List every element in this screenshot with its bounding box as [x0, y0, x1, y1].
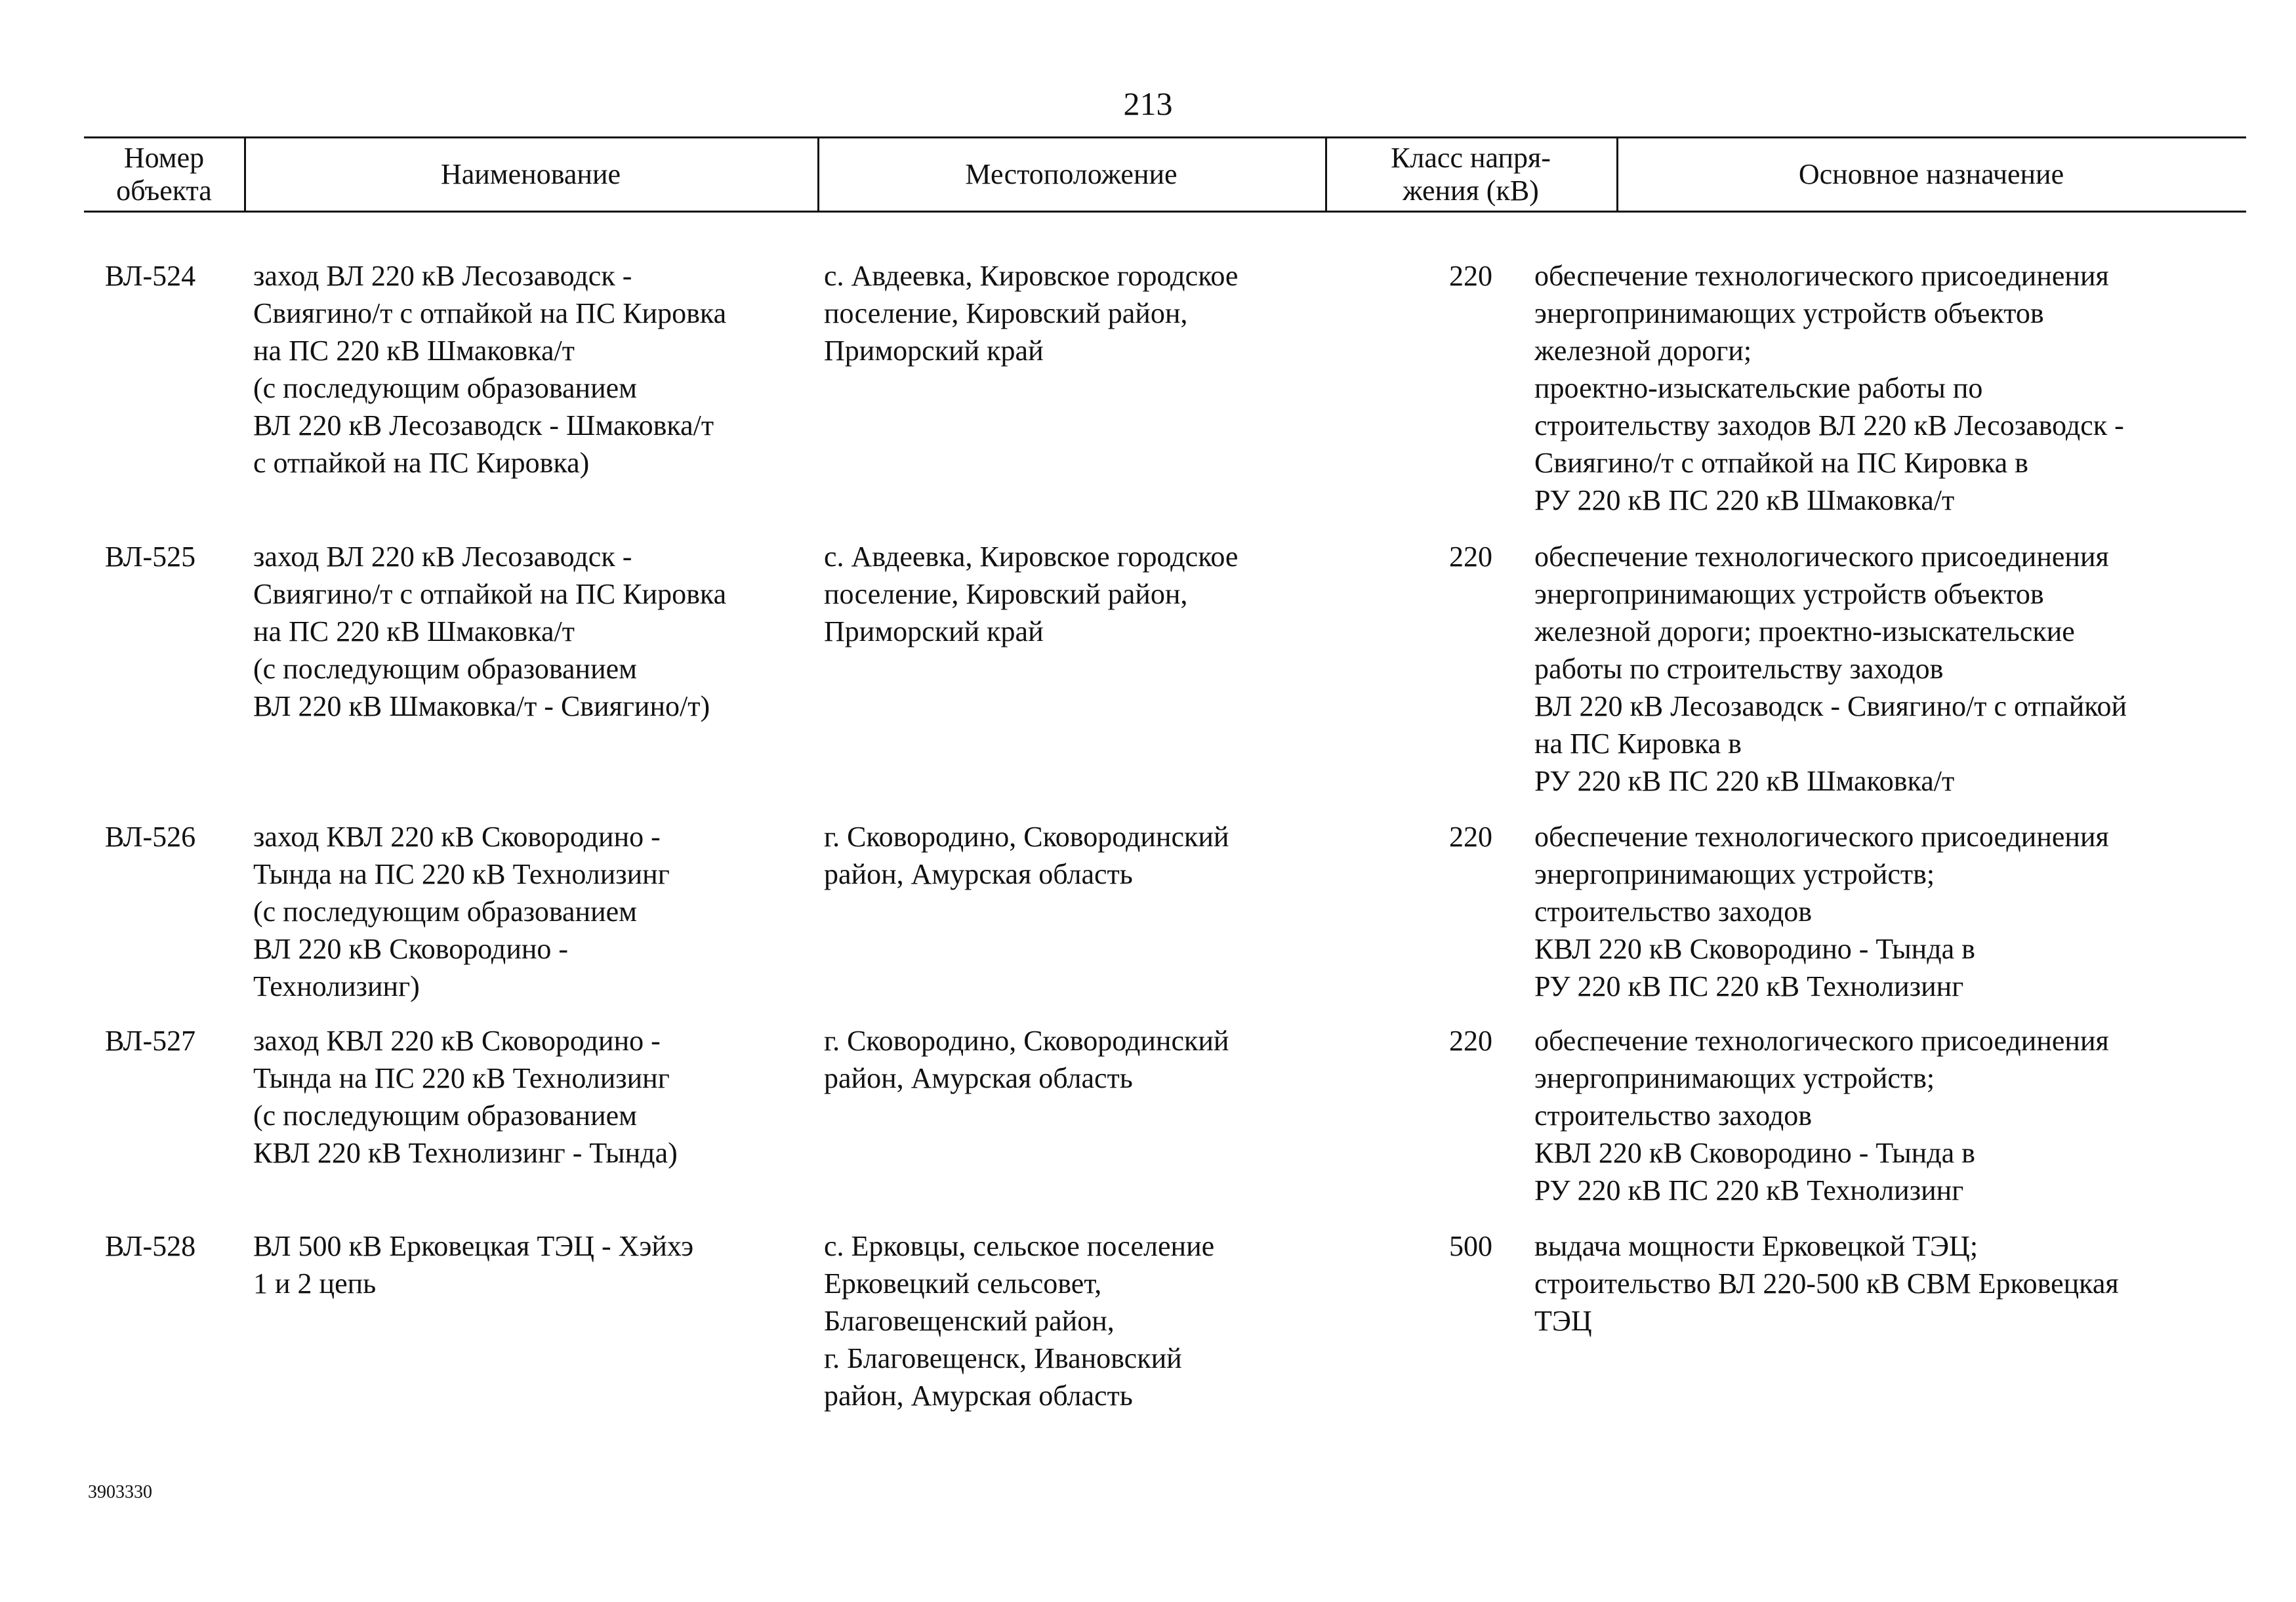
cell-purpose: обеспечение технологического присоединения энергопринимающих устройств; строительство заходов КВЛ 220 кВ Сковородино - Тында в РУ 220 кВ ПС 220 кВ Технолизинг — [1534, 1025, 2109, 1206]
table-row — [84, 1227, 2246, 1424]
cell-location: с. Авдеевка, Кировское городское поселение, Кировский район, Приморский край — [824, 260, 1239, 367]
cell-name: заход КВЛ 220 кВ Сковородино - Тында на ПС 220 кВ Технолизинг (с последующим образованием ВЛ 220 кВ Сковородино - Технолизинг) — [253, 821, 670, 1002]
table-row — [84, 538, 2246, 818]
cell-number: ВЛ-525 — [105, 541, 196, 573]
cell-name: заход КВЛ 220 кВ Сковородино - Тында на ПС 220 кВ Технолизинг (с последующим образованием КВЛ 220 кВ Технолизинг - Тында) — [253, 1025, 678, 1169]
table-row — [84, 257, 2246, 538]
header-purpose: Основное назначение — [1798, 158, 2064, 190]
table-row — [84, 818, 2246, 1022]
document-code: 3903330 — [88, 1482, 152, 1502]
page-number: 213 — [1123, 85, 1173, 122]
header-voltage-class: Класс напря- жения (кВ) — [1391, 142, 1551, 207]
cell-name: ВЛ 500 кВ Ерковецкая ТЭЦ - Хэйхэ 1 и 2 цепь — [253, 1230, 694, 1300]
objects-table — [84, 136, 2246, 1424]
cell-number: ВЛ-526 — [105, 821, 196, 853]
cell-purpose: выдача мощности Ерковецкой ТЭЦ; строительство ВЛ 220-500 кВ СВМ Ерковецкая ТЭЦ — [1534, 1230, 2119, 1337]
cell-purpose: обеспечение технологического присоединения энергопринимающих устройств; строительство заходов КВЛ 220 кВ Сковородино - Тында в РУ 220 кВ ПС 220 кВ Технолизинг — [1534, 821, 2109, 1002]
table-body — [84, 257, 2246, 1424]
cell-voltage-class: 220 — [1449, 821, 1492, 853]
table-header — [84, 136, 2246, 213]
cell-location: г. Сковородино, Сковородинский район, Амурская область — [824, 1025, 1229, 1094]
header-location: Местоположение — [965, 158, 1178, 190]
cell-voltage-class: 220 — [1449, 1025, 1492, 1057]
cell-name: заход ВЛ 220 кВ Лесозаводск - Свиягино/т с отпайкой на ПС Кировка на ПС 220 кВ Шмаковка/т (с последующим образованием ВЛ 220 кВ Лесозаводск - Шмаковка/т с отпайкой на ПС Кировка) — [253, 260, 727, 479]
table-row — [84, 1022, 2246, 1227]
cell-location: с. Ерковцы, сельское поселение Ерковецкий сельсовет, Благовещенский район, г. Благовещенск, Ивановский район, Амурская область — [824, 1230, 1215, 1412]
cell-purpose: обеспечение технологического присоединения энергопринимающих устройств объектов железной дороги; проектно-изыскательские работы по строительству заходов ВЛ 220 кВ Лесозаводск - Свиягино/т с отпайкой на ПС Кировка в РУ 220 кВ ПС 220 кВ Шмаковка/т — [1534, 260, 2124, 516]
cell-number: ВЛ-527 — [105, 1025, 196, 1057]
cell-location: с. Авдеевка, Кировское городское поселение, Кировский район, Приморский край — [824, 541, 1239, 647]
cell-voltage-class: 220 — [1449, 260, 1492, 292]
cell-purpose: обеспечение технологического присоединения энергопринимающих устройств объектов железной дороги; проектно-изыскательские работы по строительству заходов ВЛ 220 кВ Лесозаводск - Свиягино/т с отпайкой на ПС Кировка в РУ 220 кВ ПС 220 кВ Шмаковка/т — [1534, 541, 2127, 797]
header-name: Наименование — [440, 158, 621, 190]
cell-number: ВЛ-524 — [105, 260, 196, 292]
cell-location: г. Сковородино, Сковородинский район, Амурская область — [824, 821, 1229, 890]
cell-voltage-class: 220 — [1449, 541, 1492, 573]
cell-voltage-class: 500 — [1449, 1230, 1492, 1262]
header-number: Номер объекта — [116, 142, 212, 207]
cell-name: заход ВЛ 220 кВ Лесозаводск - Свиягино/т с отпайкой на ПС Кировка на ПС 220 кВ Шмаковка/т (с последующим образованием ВЛ 220 кВ Шмаковка/т - Свиягино/т) — [253, 541, 727, 722]
cell-number: ВЛ-528 — [105, 1230, 196, 1262]
